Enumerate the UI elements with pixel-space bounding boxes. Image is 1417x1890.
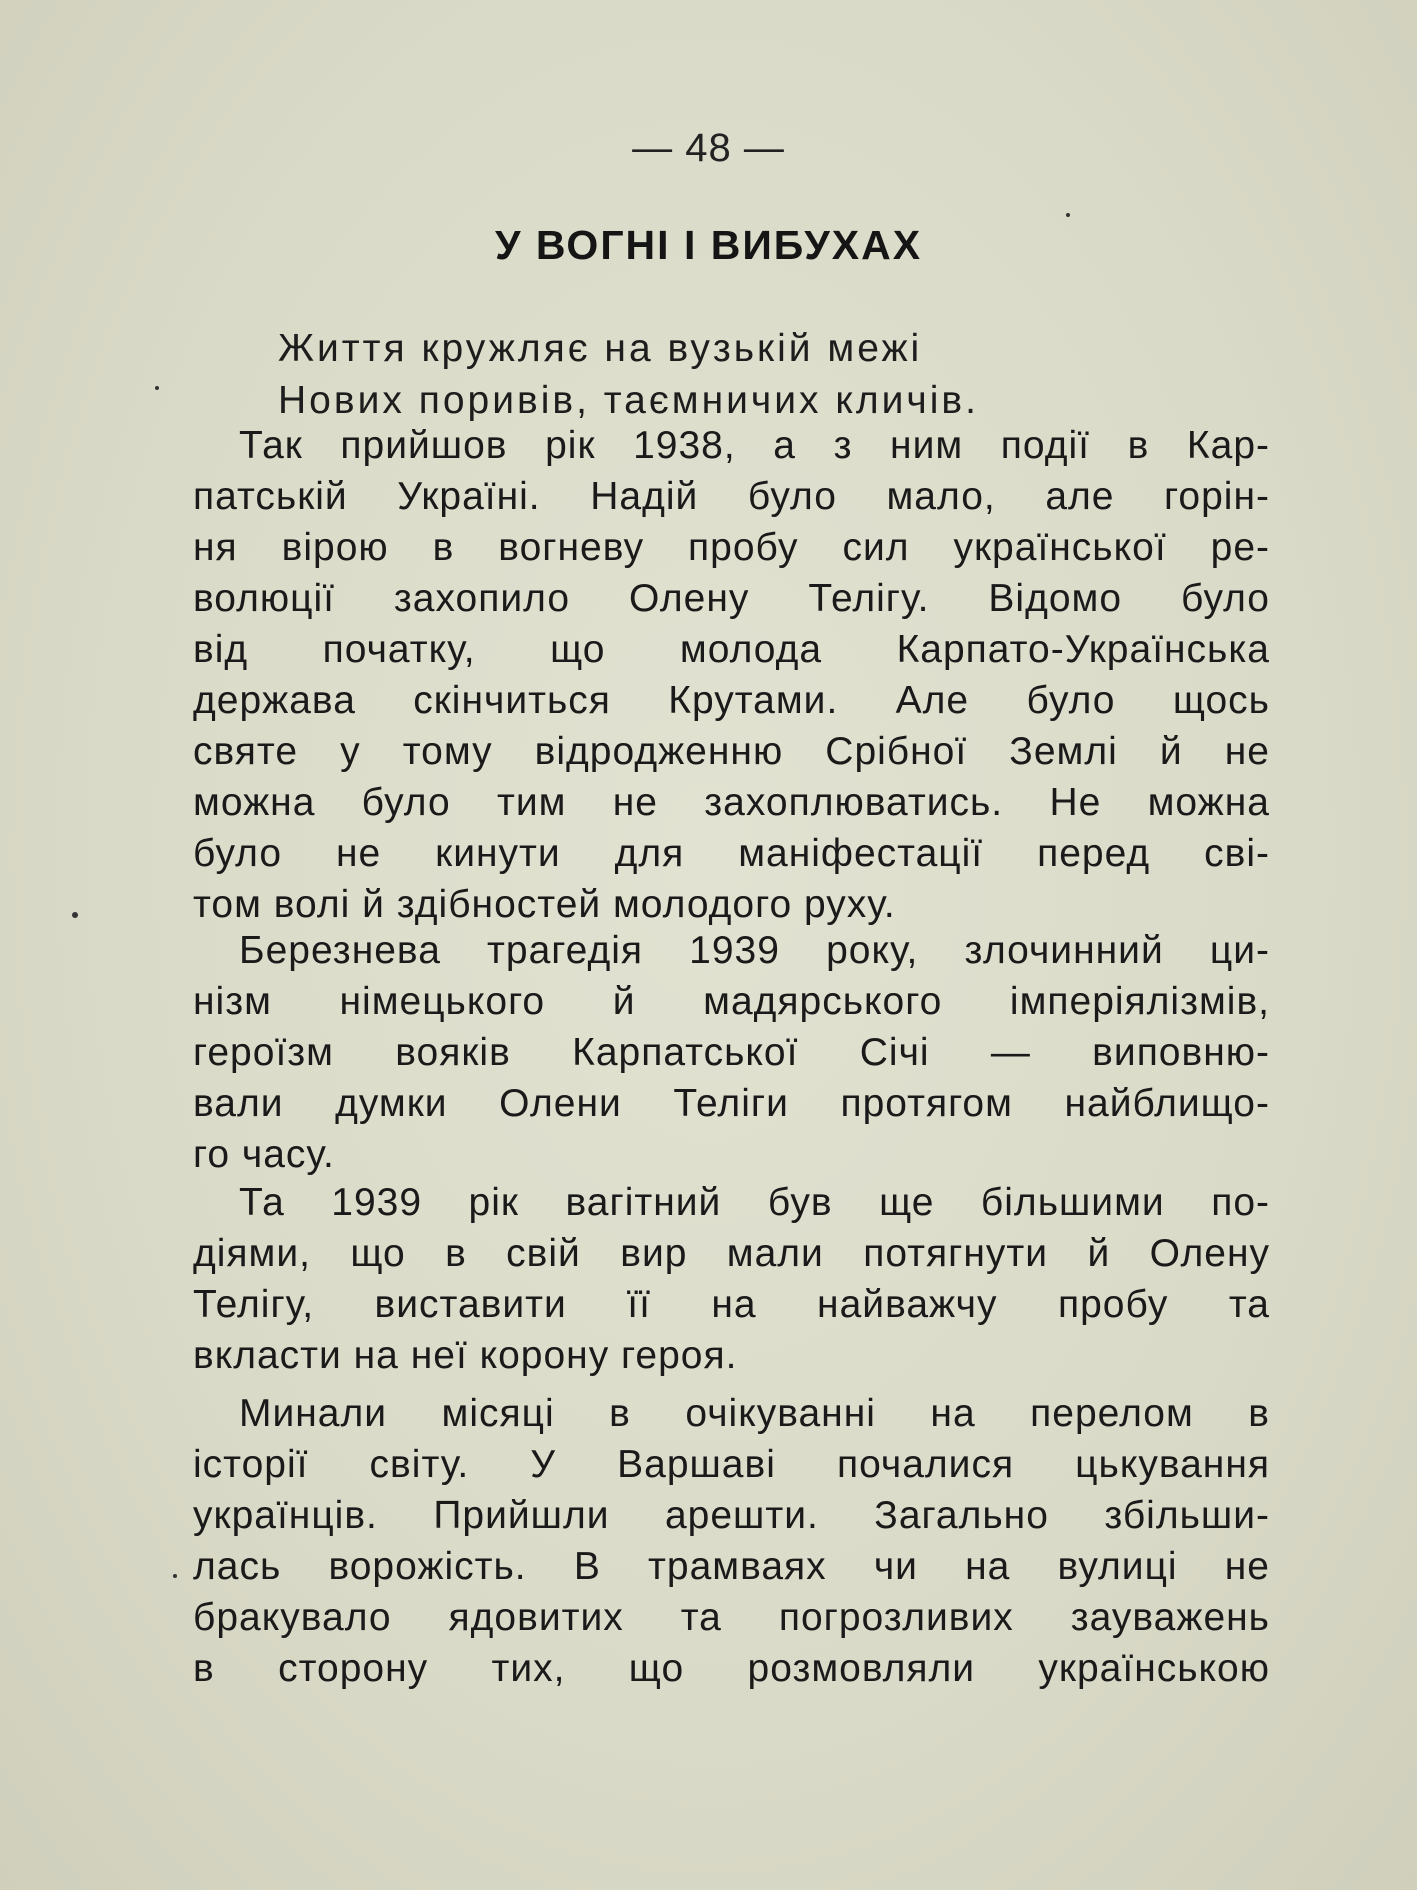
text-line: Так прийшов рік 1938, а з ним події в Кар-: [239, 424, 1270, 467]
text-line: святе у тому відродженню Срібної Землі й не: [193, 730, 1270, 773]
text-line: ня вірою в вогневу пробу сил української ре-: [193, 526, 1270, 569]
text-line: українців. Прийшли арешти. Загально збільши-: [193, 1494, 1270, 1537]
paper-speck: [72, 912, 78, 918]
text-line: волюції захопило Олену Телігу. Відомо було: [193, 577, 1270, 620]
text-line: можна було тим не захоплюватись. Не можна: [193, 781, 1270, 824]
text-line: в сторону тих, що розмовляли українською: [193, 1647, 1270, 1690]
paragraph: [193, 1177, 1270, 1381]
chapter-heading: У ВОГНІ І ВИБУХАХ: [494, 222, 923, 268]
text-line: вали думки Олени Теліги протягом найблищо-: [193, 1082, 1270, 1125]
text-line: героїзм вояків Карпатської Січі — виповню-: [193, 1031, 1270, 1074]
verse-line: Життя кружляє на вузькій межі: [278, 327, 923, 370]
text-line: нізм німецького й мадярського імперіялізмів,: [193, 980, 1270, 1023]
verse-line: Нових поривів, таємничих кличів.: [278, 379, 979, 422]
text-line: було не кинути для маніфестації перед сві-: [193, 832, 1270, 875]
text-line: лась ворожість. В трамваях чи на вулиці не: [193, 1545, 1270, 1588]
paragraph: [193, 420, 1270, 930]
text-line: бракувало ядовитих та погрозливих зауважень: [193, 1596, 1270, 1639]
paper-speck: [155, 386, 159, 390]
text-line: Березнева трагедія 1939 року, злочинний ци-: [239, 929, 1270, 972]
text-line: вкласти на неї корону героя.: [193, 1334, 738, 1377]
text-line: від початку, що молода Карпато-Українська: [193, 628, 1270, 671]
text-line: патській Україні. Надій було мало, але горін-: [193, 475, 1270, 518]
paper-speck: [1066, 213, 1070, 217]
paper-speck: [173, 1574, 177, 1578]
paragraph: [193, 925, 1270, 1180]
epigraph-verse: [278, 323, 1098, 427]
text-line: Та 1939 рік вагітний був ще більшими по-: [239, 1181, 1270, 1224]
text-line: том волі й здібностей молодого руху.: [193, 883, 896, 926]
text-line: історії світу. У Варшаві почалися цькування: [193, 1443, 1270, 1486]
text-line: го часу.: [193, 1133, 335, 1176]
text-line: Минали місяці в очікуванні на перелом в: [239, 1392, 1270, 1435]
paragraph: [193, 1388, 1270, 1694]
text-line: Телігу, виставити її на найважчу пробу та: [193, 1283, 1270, 1326]
page-number: — 48 —: [632, 126, 785, 170]
text-line: діями, що в свій вир мали потягнути й Олену: [193, 1232, 1270, 1275]
text-line: держава скінчиться Крутами. Але було щось: [193, 679, 1270, 722]
